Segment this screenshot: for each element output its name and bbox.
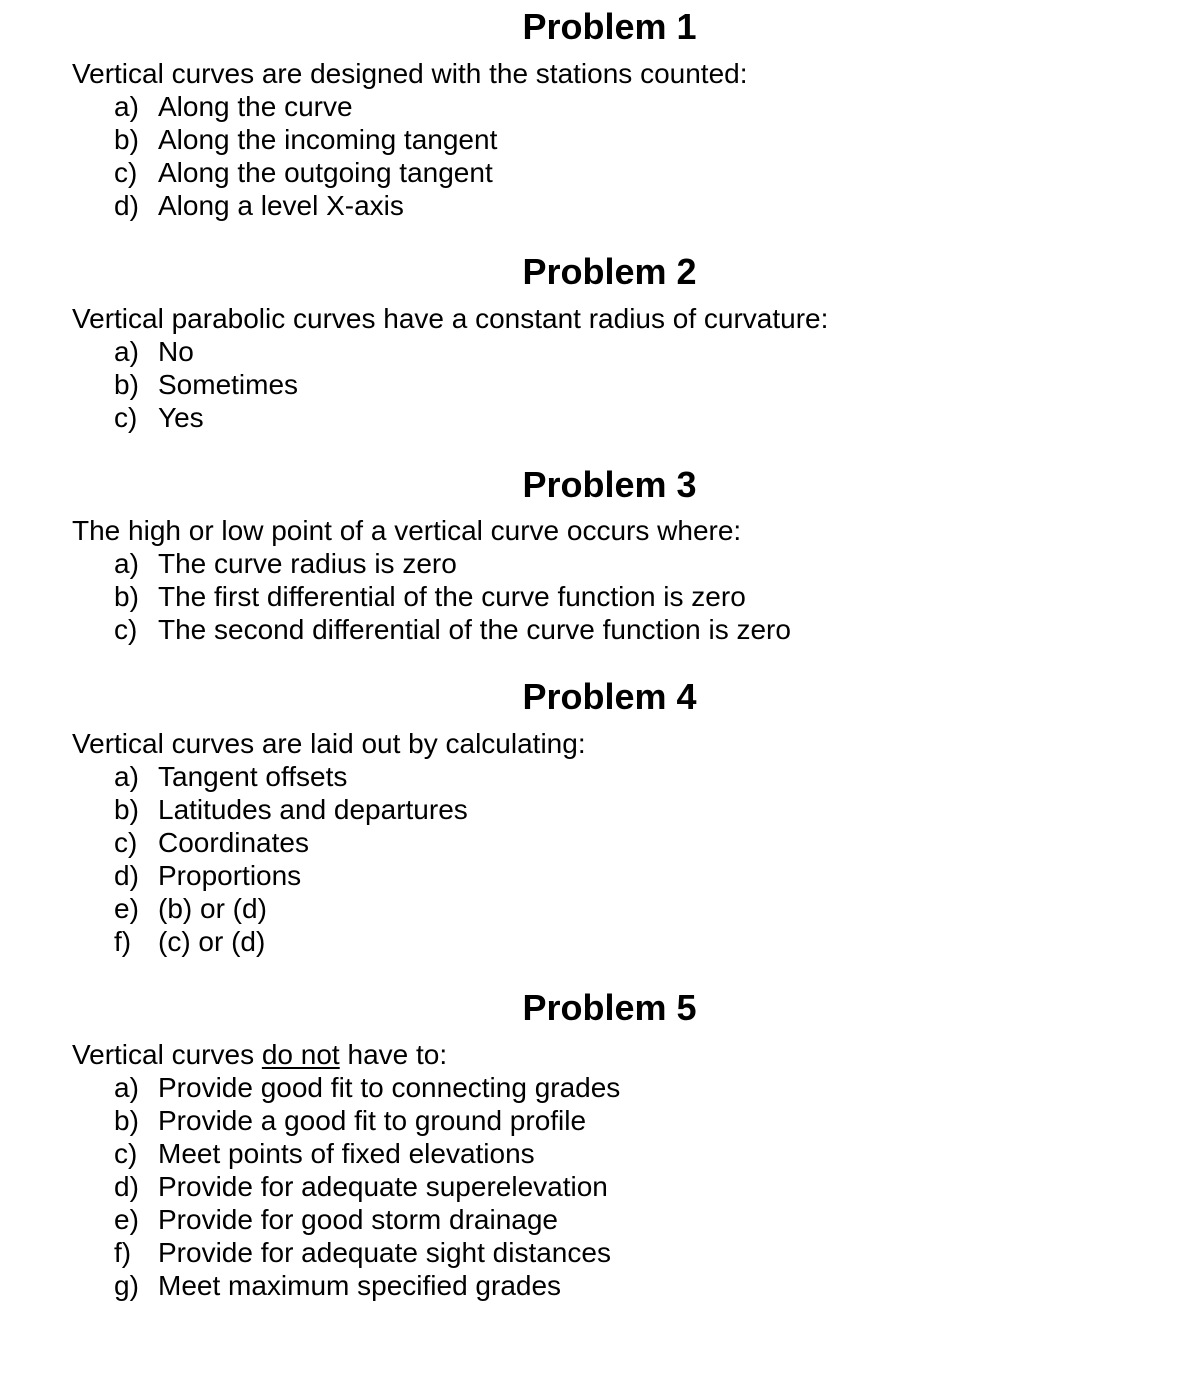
option-letter: f)	[114, 1237, 132, 1268]
option-letter: e)	[114, 893, 139, 924]
options-list	[114, 1071, 620, 1302]
option-letter: c)	[114, 614, 138, 645]
option-text: Provide for good storm drainage	[158, 1204, 558, 1235]
option-text: Proportions	[158, 860, 302, 891]
option-b	[114, 793, 468, 826]
option-letter: a)	[114, 91, 139, 122]
question-text-underlined: do not	[261, 1039, 340, 1070]
option-text: Meet maximum specified grades	[158, 1270, 562, 1301]
question-text-after: have to:	[339, 1039, 448, 1070]
option-letter: a)	[114, 548, 139, 579]
option-text: The curve radius is zero	[158, 548, 457, 579]
option-letter: c)	[114, 1138, 138, 1169]
option-letter: f)	[114, 926, 132, 957]
option-letter: b)	[114, 581, 139, 612]
option-letter: b)	[114, 794, 139, 825]
option-letter: b)	[114, 124, 139, 155]
option-e	[114, 892, 468, 925]
option-letter: c)	[114, 157, 138, 188]
option-g	[114, 1269, 620, 1302]
option-text: Yes	[158, 402, 204, 433]
option-text: Along a level X-axis	[158, 190, 404, 221]
option-text: Along the incoming tangent	[158, 124, 498, 155]
option-text: Along the curve	[158, 91, 353, 122]
option-letter: c)	[114, 827, 138, 858]
option-text: Provide for adequate sight distances	[158, 1237, 611, 1268]
option-a	[114, 547, 791, 580]
option-e	[114, 1203, 620, 1236]
problem-title: Problem 4	[522, 676, 697, 717]
option-letter: a)	[114, 336, 139, 367]
option-text: The first differential of the curve function is zero	[158, 581, 746, 612]
option-b	[114, 123, 497, 156]
option-c	[114, 401, 298, 434]
options-list	[114, 760, 468, 958]
option-c	[114, 1137, 620, 1170]
option-letter: a)	[114, 761, 139, 792]
problem-title: Problem 3	[522, 464, 697, 505]
option-b	[114, 580, 791, 613]
option-text: The second differential of the curve function is zero	[158, 614, 791, 645]
options-list	[114, 90, 497, 222]
option-a	[114, 1071, 620, 1104]
option-f	[114, 1236, 620, 1269]
question-text-before: Vertical curves	[72, 1039, 262, 1070]
problem-title: Problem 5	[522, 987, 697, 1028]
option-a	[114, 760, 468, 793]
option-f	[114, 925, 468, 958]
option-c	[114, 613, 791, 646]
problem-title: Problem 2	[522, 251, 697, 292]
option-text: No	[158, 336, 194, 367]
option-text: (b) or (d)	[158, 893, 267, 924]
option-letter: b)	[114, 369, 139, 400]
option-d	[114, 189, 497, 222]
option-letter: c)	[114, 402, 138, 433]
option-b	[114, 368, 298, 401]
option-text: Coordinates	[158, 827, 309, 858]
option-c	[114, 826, 468, 859]
problem-title: Problem 1	[522, 6, 697, 47]
option-text: Tangent offsets	[158, 761, 348, 792]
option-letter: d)	[114, 860, 139, 891]
option-d	[114, 1170, 620, 1203]
option-b	[114, 1104, 620, 1137]
question-text	[72, 1038, 447, 1071]
question-text: Vertical curves are designed with the stations counted:	[72, 58, 748, 89]
option-text: Along the outgoing tangent	[158, 157, 493, 188]
option-letter: a)	[114, 1072, 139, 1103]
option-letter: e)	[114, 1204, 139, 1235]
option-c	[114, 156, 497, 189]
option-a	[114, 90, 497, 123]
option-text: (c) or (d)	[158, 926, 266, 957]
option-text: Meet points of fixed elevations	[158, 1138, 535, 1169]
option-text: Sometimes	[158, 369, 299, 400]
question-text: Vertical curves are laid out by calculating:	[72, 728, 586, 759]
option-text: Latitudes and departures	[158, 794, 468, 825]
options-list	[114, 335, 298, 434]
question-text: Vertical parabolic curves have a constant radius of curvature:	[72, 303, 829, 334]
option-letter: g)	[114, 1270, 139, 1301]
option-d	[114, 859, 468, 892]
option-letter: b)	[114, 1105, 139, 1136]
option-a	[114, 335, 298, 368]
question-text: The high or low point of a vertical curve occurs where:	[72, 515, 742, 546]
option-letter: d)	[114, 1171, 139, 1202]
options-list	[114, 547, 791, 646]
option-text: Provide a good fit to ground profile	[158, 1105, 587, 1136]
option-letter: d)	[114, 190, 139, 221]
option-text: Provide good fit to connecting grades	[158, 1072, 621, 1103]
option-text: Provide for adequate superelevation	[158, 1171, 608, 1202]
